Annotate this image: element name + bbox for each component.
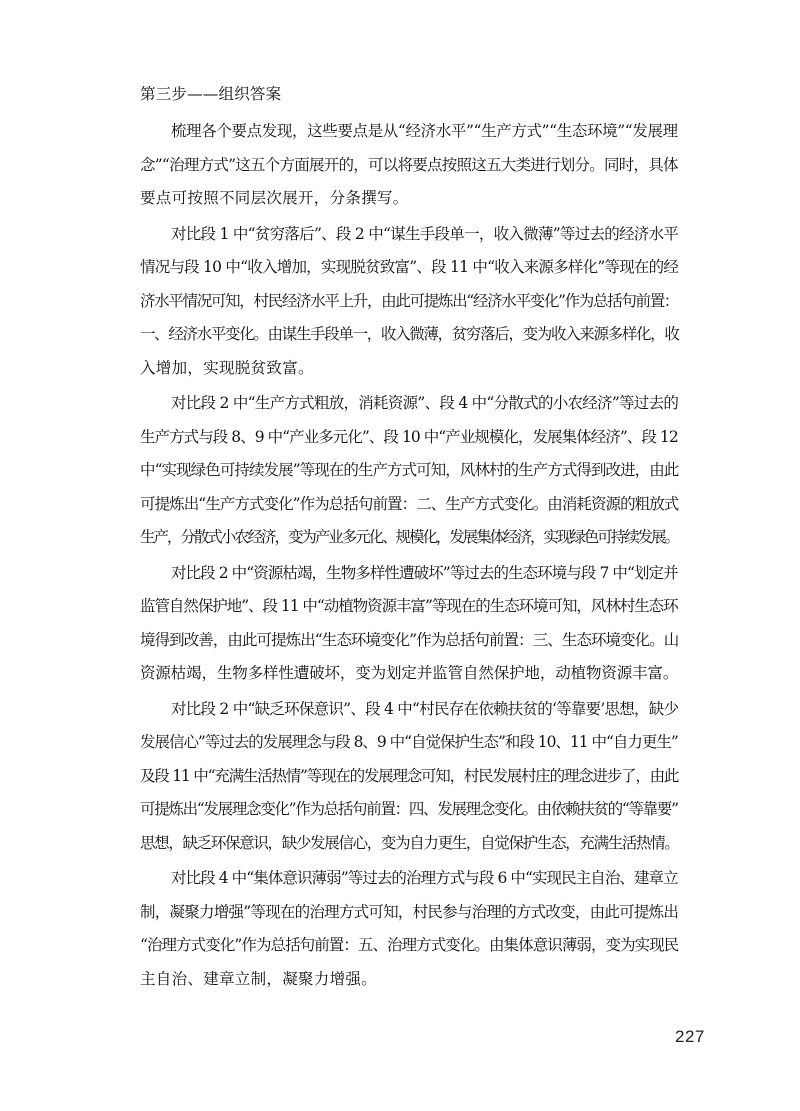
paragraph-line: “治理方式变化”作为总括句前置：五、治理方式变化。由集体意识薄弱，变为实现民	[140, 936, 679, 954]
paragraph-line: 中“实现绿色可持续发展”等现在的生产方式可知，风林村的生产方式得到改进，由此	[140, 461, 679, 479]
paragraph-line: 生产，分散式小农经济，变为产业多元化、规模化，发展集体经济，实现绿色可持续发展。	[140, 528, 679, 546]
page-number: 227	[675, 1027, 705, 1046]
paragraph	[140, 693, 680, 861]
paragraph-list	[140, 115, 680, 996]
paragraph-line: 生产方式与段 8、9 中“产业多元化”、段 10 中“产业规模化，发展集体经济”、段 12	[140, 427, 678, 446]
paragraph-line: 要点可按照不同层次展开，分条撰写。	[140, 189, 409, 207]
paragraph	[140, 387, 680, 555]
paragraph-line: 对比段 2 中“缺乏环保意识”、段 4 中“村民存在依赖扶贫的‘等靠要’思想，缺少	[171, 699, 679, 718]
paragraph-line: 发展信心”等过去的发展理念与段 8、9 中“自觉保护生态”和段 10、11 中“自力更生”	[140, 733, 678, 751]
paragraph-line: 思想，缺乏环保意识，缺少发展信心，变为自力更生，自觉保护生态，充满生活热情。	[140, 833, 679, 852]
paragraph-line: 对比段 1 中“贫穷落后”、段 2 中“谋生手段单一，收入微薄”等过去的经济水平	[171, 224, 679, 243]
paragraph-line: 可提炼出“生产方式变化”作为总括句前置：二、生产方式变化。由消耗资源的粗放式	[140, 494, 679, 513]
paragraph	[140, 115, 680, 216]
paragraph-line: 资源枯竭，生物多样性遭破坏，变为划定并监管自然保护地，动植物资源丰富。	[140, 664, 679, 682]
page-content	[140, 84, 680, 998]
paragraph-line: 梳理各个要点发现，这些要点是从“经济水平”“生产方式”“生态环境”“发展理	[171, 122, 678, 140]
paragraph-line: 对比段 2 中“资源枯竭，生物多样性遭破坏”等过去的生态环境与段 7 中“划定并	[171, 563, 678, 582]
paragraph-line: 境得到改善，由此可提炼出“生态环境变化”作为总括句前置：三、生态环境变化。山	[140, 630, 679, 649]
paragraph	[140, 862, 680, 996]
paragraph-line: 入增加，实现脱贫致富。	[140, 358, 314, 377]
paragraph-line: 及段 11 中“充满生活热情”等现在的发展理念可知，村民发展村庄的理念进步了，由此	[140, 766, 679, 785]
paragraph-line: 一、经济水平变化。由谋生手段单一，收入微薄，贫穷落后，变为收入来源多样化，收	[140, 325, 679, 343]
paragraph-line: 对比段 4 中“集体意识薄弱”等过去的治理方式与段 6 中“实现民主自治、建章立	[171, 869, 678, 887]
paragraph-line: 情况与段 10 中“收入增加，实现脱贫致富”、段 11 中“收入来源多样化”等现在的经	[140, 258, 679, 276]
paragraph-line: 对比段 2 中“生产方式粗放，消耗资源”、段 4 中“分散式的小农经济”等过去的	[171, 394, 679, 412]
paragraph	[140, 557, 680, 691]
paragraph-line: 可提炼出“发展理念变化”作为总括句前置：四、发展理念变化。由依赖扶贫的“等靠要”	[140, 800, 678, 818]
paragraph-line: 制，凝聚力增强”等现在的治理方式可知，村民参与治理的方式改变，由此可提炼出	[140, 902, 679, 921]
paragraph-line: 主自治、建章立制，凝聚力增强。	[140, 969, 378, 988]
section-heading: 第三步——组织答案	[140, 85, 282, 103]
paragraph	[140, 218, 680, 386]
paragraph-line: 监管自然保护地”、段 11 中“动植物资源丰富”等现在的生态环境可知，风林村生态环	[140, 597, 678, 615]
paragraph-line: 念”“治理方式”这五个方面展开的，可以将要点按照这五大类进行划分。同时，具体	[140, 155, 678, 174]
paragraph-line: 济水平情况可知，村民经济水平上升，由此可提炼出“经济水平变化”作为总括句前置：	[140, 291, 679, 310]
